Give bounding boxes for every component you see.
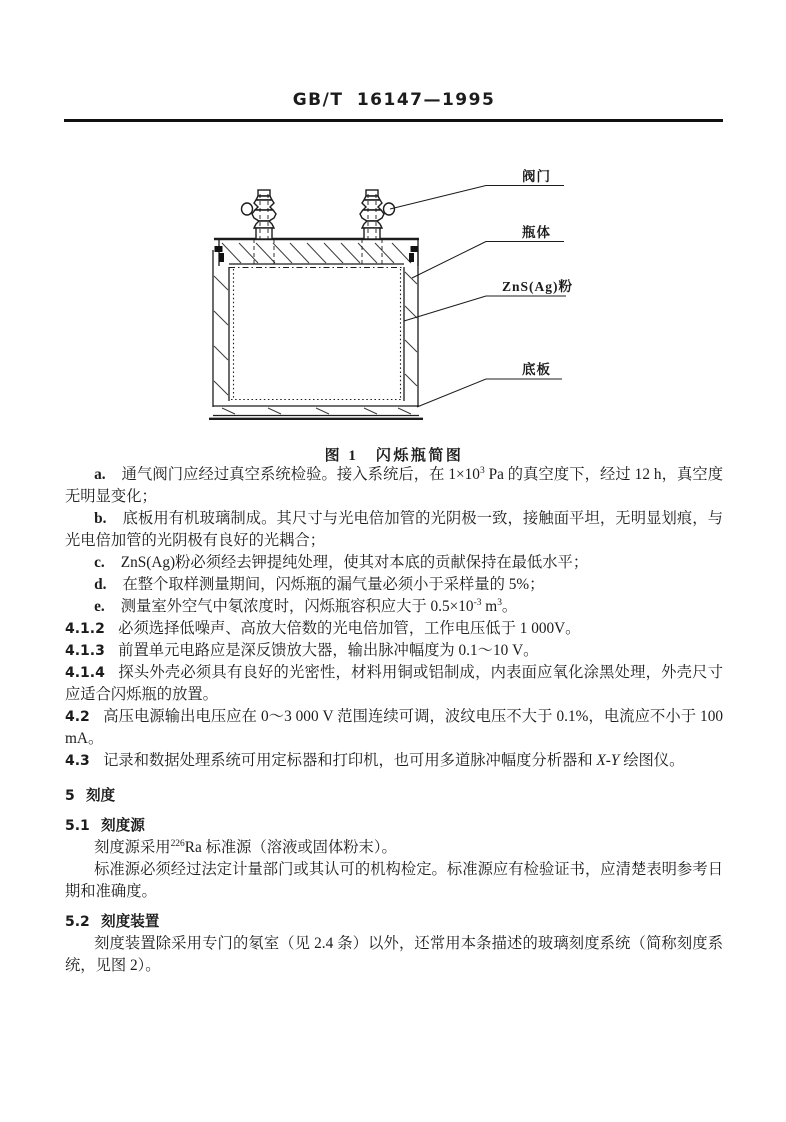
list-item-a bbox=[65, 464, 723, 508]
paragraph bbox=[65, 859, 723, 903]
list-item-c bbox=[65, 552, 723, 574]
subsection-title: 刻度源 bbox=[101, 817, 145, 834]
clause-text: 必须选择低噪声、高放大倍数的光电倍加管，工作电压低于 1 000V。 bbox=[118, 620, 581, 637]
item-text: 通气阀门应经过真空系统检验。接入系统后，在 $1\times 10^3$ Pa 的真空度下，经过 12 h，真空度无明显变化； bbox=[65, 465, 723, 505]
clause-text: 探头外壳必须具有良好的光密性，材料用铜或铝制成，内表面应氧化涂黑处理，外壳尺寸应适合闪烁瓶的放置。 bbox=[65, 664, 723, 703]
list-item-b bbox=[65, 508, 723, 552]
standard-code: GB/T 16147—1995 bbox=[292, 90, 496, 110]
list-item-d bbox=[65, 574, 723, 596]
section-title: 刻度 bbox=[85, 787, 116, 804]
document-body bbox=[65, 464, 723, 977]
clause-number: 4.1.4 bbox=[65, 665, 105, 681]
item-letter: a. bbox=[94, 466, 106, 483]
bottle-walls bbox=[213, 250, 418, 407]
clause-text: 高压电源输出电压应在 0～3 000 V 范围连续可调，波纹电压不大于 0.1%，电流应不小于 100 mA。 bbox=[65, 708, 723, 747]
clause-4-2 bbox=[65, 706, 723, 750]
scintillation-bottle-drawing bbox=[209, 239, 423, 419]
section-heading-5 bbox=[65, 785, 723, 807]
clause-4-1-4 bbox=[65, 662, 723, 706]
figure-caption: 图 1 闪烁瓶简图 bbox=[324, 448, 464, 464]
paragraph-text: 刻度装置除采用专门的氡室（见 2.4 条）以外，还常用本条描述的玻璃刻度系统（简称刻度系统，见图 2）。 bbox=[65, 935, 723, 974]
lid-hatching bbox=[222, 243, 411, 263]
figure-label-zns-powder-text: ZnS(Ag)粉 bbox=[502, 279, 574, 294]
valve-drawing-right bbox=[360, 190, 395, 266]
clause-text: 前置单元电路应是深反馈放大器，输出脉冲幅度为 0.1～10 V。 bbox=[118, 642, 539, 659]
item-letter: e. bbox=[94, 598, 105, 615]
subsection-heading-5-1 bbox=[65, 815, 723, 837]
paragraph-text: 刻度源采用$^{226}$Ra 标准源（溶液或固体粉末）。 bbox=[94, 838, 397, 856]
subsection-heading-5-2 bbox=[65, 911, 723, 933]
item-letter: b. bbox=[94, 510, 107, 527]
figure-label-bottle-body bbox=[412, 224, 564, 278]
clause-number: 4.1.3 bbox=[65, 643, 105, 659]
subsection-number: 5.2 bbox=[65, 914, 90, 930]
bottom-plate-drawing bbox=[209, 406, 423, 419]
clause-4-3 bbox=[65, 750, 723, 772]
powder-coating-lines bbox=[231, 269, 402, 400]
clause-4-1-2 bbox=[65, 618, 723, 640]
clause-4-1-3 bbox=[65, 640, 723, 662]
item-text: ZnS(Ag)粉必须经去钾提纯处理，使其对本底的贡献保持在最低水平； bbox=[120, 554, 589, 571]
clause-number: 4.1.2 bbox=[65, 621, 105, 637]
figure-label-valve-text: 阀门 bbox=[522, 169, 551, 184]
paragraph bbox=[65, 933, 723, 977]
item-text: 底板用有机玻璃制成。其尺寸与光电倍加管的光阴极一致，接触面平坦，无明显划痕，与光电倍加管的光阴极有良好的光耦合； bbox=[65, 510, 723, 549]
clause-text: 记录和数据处理系统可用定标器和打印机，也可用多道脉冲幅度分析器和 X-Y 绘图仪。 bbox=[103, 752, 685, 769]
valve-drawing-left bbox=[242, 190, 277, 266]
header-rule bbox=[64, 119, 723, 122]
item-text: 测量室外空气中氡浓度时，闪烁瓶容积应大于 $0.5\times 10^{-3}$ $m^3$。 bbox=[120, 597, 518, 615]
item-letter: c. bbox=[94, 554, 105, 571]
paragraph bbox=[65, 837, 723, 859]
list-item-e bbox=[65, 596, 723, 618]
lid-clamps bbox=[215, 246, 419, 262]
clause-number: 4.2 bbox=[65, 709, 90, 725]
figure-1-diagram bbox=[65, 140, 722, 440]
subsection-number: 5.1 bbox=[65, 818, 90, 834]
figure-label-bottom-plate-text: 底板 bbox=[522, 362, 551, 377]
figure-label-bottle-body-text: 瓶体 bbox=[522, 225, 551, 240]
item-text: 在整个取样测量期间，闪烁瓶的漏气量必须小于采样量的 5%； bbox=[122, 576, 545, 593]
item-letter: d. bbox=[94, 576, 107, 593]
clause-number: 4.3 bbox=[65, 753, 90, 769]
subsection-title: 刻度装置 bbox=[101, 913, 160, 930]
figure-label-zns-powder bbox=[404, 278, 573, 321]
figure-label-bottom-plate bbox=[417, 361, 562, 407]
paragraph-text: 标准源必须经过法定计量部门或其认可的机构检定。标准源应有检验证书，应清楚表明参考日期和准确度。 bbox=[65, 861, 723, 900]
section-number: 5 bbox=[65, 788, 75, 804]
figure-label-valve bbox=[390, 168, 564, 209]
